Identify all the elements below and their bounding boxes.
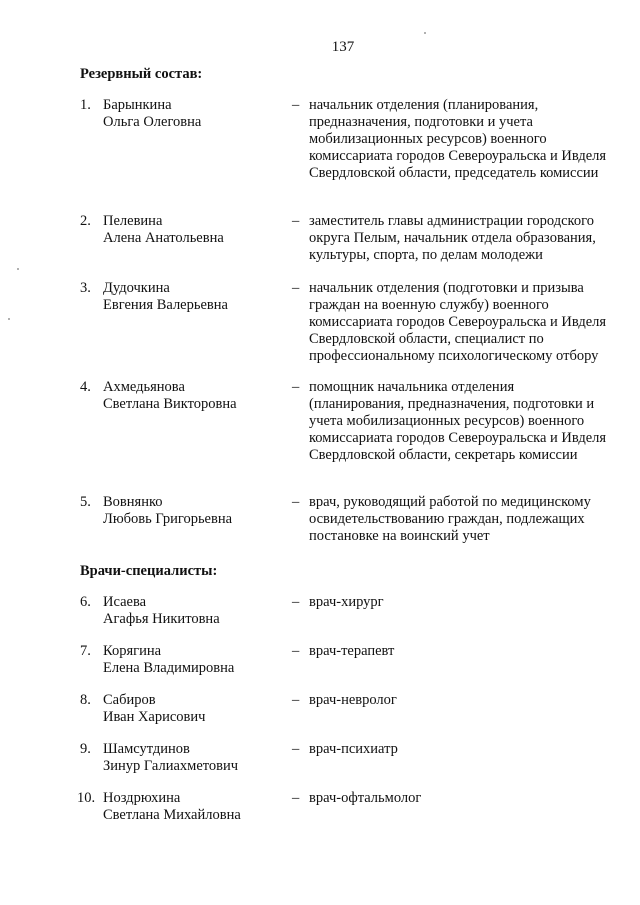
member-surname: Вовнянко xyxy=(103,494,163,510)
entry-number: 6. xyxy=(80,594,91,610)
member-role: врач-терапевт xyxy=(309,643,395,659)
dash: – xyxy=(292,741,300,757)
member-given-names: Зинур Галиахметович xyxy=(103,758,239,774)
member-given-names: Агафья Никитовна xyxy=(103,611,220,627)
member-role: начальник отделения (подготовки и призыва граждан на военную службу) военного комиссариата городов Североуральска и Ивделя Свердловской области, специалист по профессиональному психологическому отбору xyxy=(309,280,607,364)
scan-speck xyxy=(17,268,19,270)
member-surname: Дудочкина xyxy=(103,280,170,296)
entry-number: 10. xyxy=(77,790,96,806)
entry-number: 1. xyxy=(80,97,91,113)
dash: – xyxy=(292,213,300,229)
member-given-names: Любовь Григорьевна xyxy=(103,511,233,527)
member-surname: Корягина xyxy=(103,643,162,659)
page-number: 137 xyxy=(331,39,355,55)
member-name xyxy=(103,692,283,726)
scan-speck xyxy=(424,32,426,34)
entry-number: 4. xyxy=(80,379,91,395)
member-given-names: Светлана Викторовна xyxy=(103,396,237,412)
dash: – xyxy=(292,494,300,510)
member-role: врач-офтальмолог xyxy=(309,790,422,806)
member-role: врач-невролог xyxy=(309,692,397,708)
member-name xyxy=(103,280,283,314)
entry-number: 8. xyxy=(80,692,91,708)
member-surname: Ноздрюхина xyxy=(103,790,181,806)
member-name xyxy=(103,741,283,775)
member-role: заместитель главы администрации городского округа Пелым, начальник отдела образования, культуры, спорта, по делам молодежи xyxy=(309,213,596,263)
member-name xyxy=(103,97,283,131)
dash: – xyxy=(292,790,300,806)
member-role: врач, руководящий работой по медицинскому освидетельствованию граждан, подлежащих постановке на воинский учет xyxy=(309,494,591,544)
entry-number: 9. xyxy=(80,741,91,757)
member-surname: Пелевина xyxy=(103,213,163,229)
member-name xyxy=(103,594,283,628)
member-surname: Барынкина xyxy=(103,97,172,113)
section-title-reserve: Резервный состав: xyxy=(80,66,203,82)
entry-number: 7. xyxy=(80,643,91,659)
member-name xyxy=(103,643,283,677)
section-title-doctors: Врачи-специалисты: xyxy=(80,563,218,579)
dash: – xyxy=(292,594,300,610)
dash: – xyxy=(292,97,300,113)
member-role: начальник отделения (планирования, предназначения, подготовки и учета мобилизационных ресурсов) военного комиссариата городов Североуральска и Ивделя Свердловской области, председатель комиссии xyxy=(309,97,607,181)
member-given-names: Ольга Олеговна xyxy=(103,114,202,130)
member-name xyxy=(103,494,283,528)
member-role: врач-психиатр xyxy=(309,741,398,757)
member-given-names: Светлана Михайловна xyxy=(103,807,241,823)
member-name xyxy=(103,213,283,247)
dash: – xyxy=(292,280,300,296)
scan-speck xyxy=(8,318,10,320)
member-role: врач-хирург xyxy=(309,594,384,610)
member-given-names: Иван Харисович xyxy=(103,709,206,725)
entry-number: 2. xyxy=(80,213,91,229)
dash: – xyxy=(292,643,300,659)
member-name xyxy=(103,790,283,824)
member-given-names: Елена Владимировна xyxy=(103,660,235,676)
member-surname: Ахмедьянова xyxy=(103,379,185,395)
dash: – xyxy=(292,692,300,708)
member-given-names: Алена Анатольевна xyxy=(103,230,224,246)
member-given-names: Евгения Валерьевна xyxy=(103,297,228,313)
member-surname: Шамсутдинов xyxy=(103,741,190,757)
member-surname: Исаева xyxy=(103,594,147,610)
dash: – xyxy=(292,379,300,395)
entry-number: 5. xyxy=(80,494,91,510)
member-surname: Сабиров xyxy=(103,692,156,708)
member-role: помощник начальника отделения (планирования, предназначения, подготовки и учета мобилизационных ресурсов) военного комиссариата городов Североуральска и Ивделя Свердловской области, секретарь комиссии xyxy=(309,379,607,463)
entry-number: 3. xyxy=(80,280,91,296)
member-name xyxy=(103,379,283,413)
